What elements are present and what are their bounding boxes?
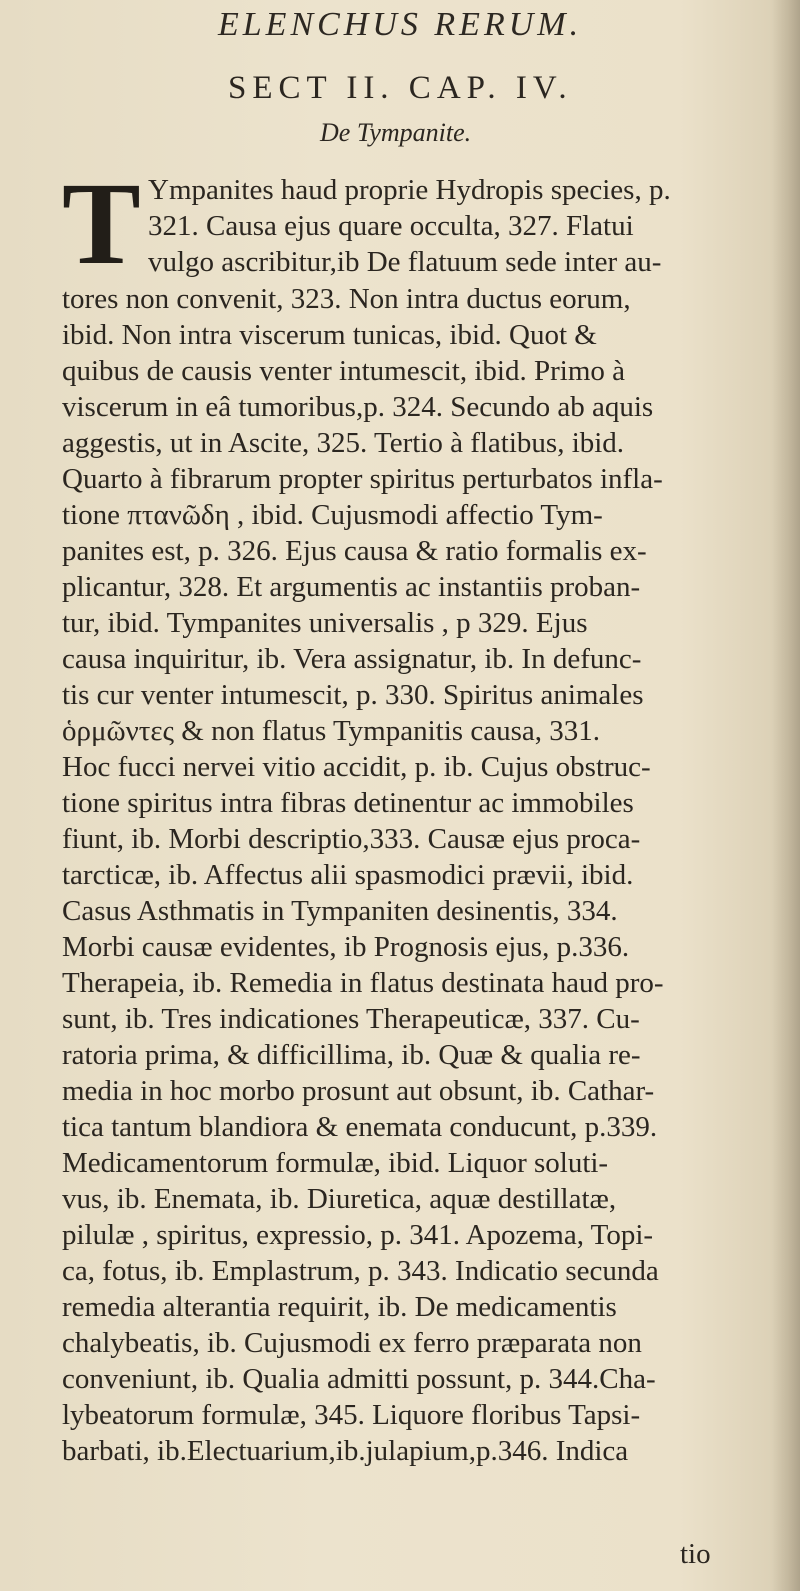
text-line: ratoria prima, & difficillima, ib. Quæ & qualia re- xyxy=(62,1039,641,1071)
text-line: ibid. Non intra viscerum tunicas, ibid. Quot & xyxy=(62,319,597,351)
section-heading: SECT II. CAP. IV. xyxy=(228,70,573,106)
text-line: remedia alterantia requirit, ib. De medicamentis xyxy=(62,1291,617,1323)
text-line: causa inquiritur, ib. Vera assignatur, ib. In defunc- xyxy=(62,643,642,675)
text-line: sunt, ib. Tres indicationes Therapeuticæ, 337. Cu- xyxy=(62,1003,640,1035)
text-line: lybeatorum formulæ, 345. Liquore floribus Tapsi- xyxy=(62,1399,641,1431)
text-line: vulgo ascribitur,ib De flatuum sede inter au- xyxy=(148,246,662,278)
text-line: tica tantum blandiora & enemata conducunt, p.339. xyxy=(62,1111,658,1143)
text-line: tur, ibid. Tympanites universalis , p 329. Ejus xyxy=(62,607,588,639)
text-line: tione spiritus intra fibras detinentur ac immobiles xyxy=(62,787,634,819)
text-line: viscerum in eâ tumoribus,p. 324. Secundo ab aquis xyxy=(62,391,654,423)
text-line: media in hoc morbo prosunt aut obsunt, ib. Cathar- xyxy=(62,1075,655,1107)
text-line: tarcticæ, ib. Affectus alii spasmodici prævii, ibid. xyxy=(62,859,634,891)
text-line: tis cur venter intumescit, p. 330. Spiritus animales xyxy=(62,679,644,711)
text-line: barbati, ib.Electuarium,ib.julapium,p.346. Indica xyxy=(62,1435,629,1467)
text-line: plicantur, 328. Et argumentis ac instantiis proban- xyxy=(62,571,641,603)
text-line: ὁρμῶντες & non flatus Tympanitis causa, 331. xyxy=(62,715,600,747)
text-line: Morbi causæ evidentes, ib Prognosis ejus, p.336. xyxy=(62,931,630,963)
text-line: chalybeatis, ib. Cujusmodi ex ferro præparata non xyxy=(62,1327,642,1359)
text-line: Therapeia, ib. Remedia in flatus destinata haud pro- xyxy=(62,967,664,999)
text-line: ca, fotus, ib. Emplastrum, p. 343. Indicatio secunda xyxy=(62,1255,659,1287)
text-line: quibus de causis venter intumescit, ibid. Primo à xyxy=(62,355,625,387)
page-edge-shadow xyxy=(772,0,800,1591)
text-line: Medicamentorum formulæ, ibid. Liquor soluti- xyxy=(62,1147,609,1179)
text-line: Casus Asthmatis in Tympaniten desinentis, 334. xyxy=(62,895,618,927)
text-line: 321. Causa ejus quare occulta, 327. Flatui xyxy=(148,210,634,242)
text-line: vus, ib. Enemata, ib. Diuretica, aquæ destillatæ, xyxy=(62,1183,617,1215)
running-head: ELENCHUS RERUM. xyxy=(218,6,583,43)
text-line: aggestis, ut in Ascite, 325. Tertio à flatibus, ibid. xyxy=(62,427,625,459)
text-line: Quarto à fibrarum propter spiritus perturbatos infla- xyxy=(62,463,663,495)
text-line: tione πτανῶδη , ibid. Cujusmodi affectio Tym- xyxy=(62,499,603,531)
text-line: panites est, p. 326. Ejus causa & ratio formalis ex- xyxy=(62,535,647,567)
text-line: tores non convenit, 323. Non intra ductus eorum, xyxy=(62,283,631,315)
text-line: fiunt, ib. Morbi descriptio,333. Causæ ejus proca- xyxy=(62,823,641,855)
drop-cap: T xyxy=(62,158,141,289)
catchword: tio xyxy=(680,1538,711,1570)
text-line: pilulæ , spiritus, expressio, p. 341. Apozema, Topi- xyxy=(62,1219,654,1251)
chapter-subtitle: De Tympanite. xyxy=(320,118,472,147)
text-line: Ympanites haud proprie Hydropis species, p. xyxy=(148,174,671,206)
text-line: Hoc fucci nervei vitio accidit, p. ib. Cujus obstruc- xyxy=(62,751,651,783)
text-line: conveniunt, ib. Qualia admitti possunt, p. 344.Cha- xyxy=(62,1363,656,1395)
